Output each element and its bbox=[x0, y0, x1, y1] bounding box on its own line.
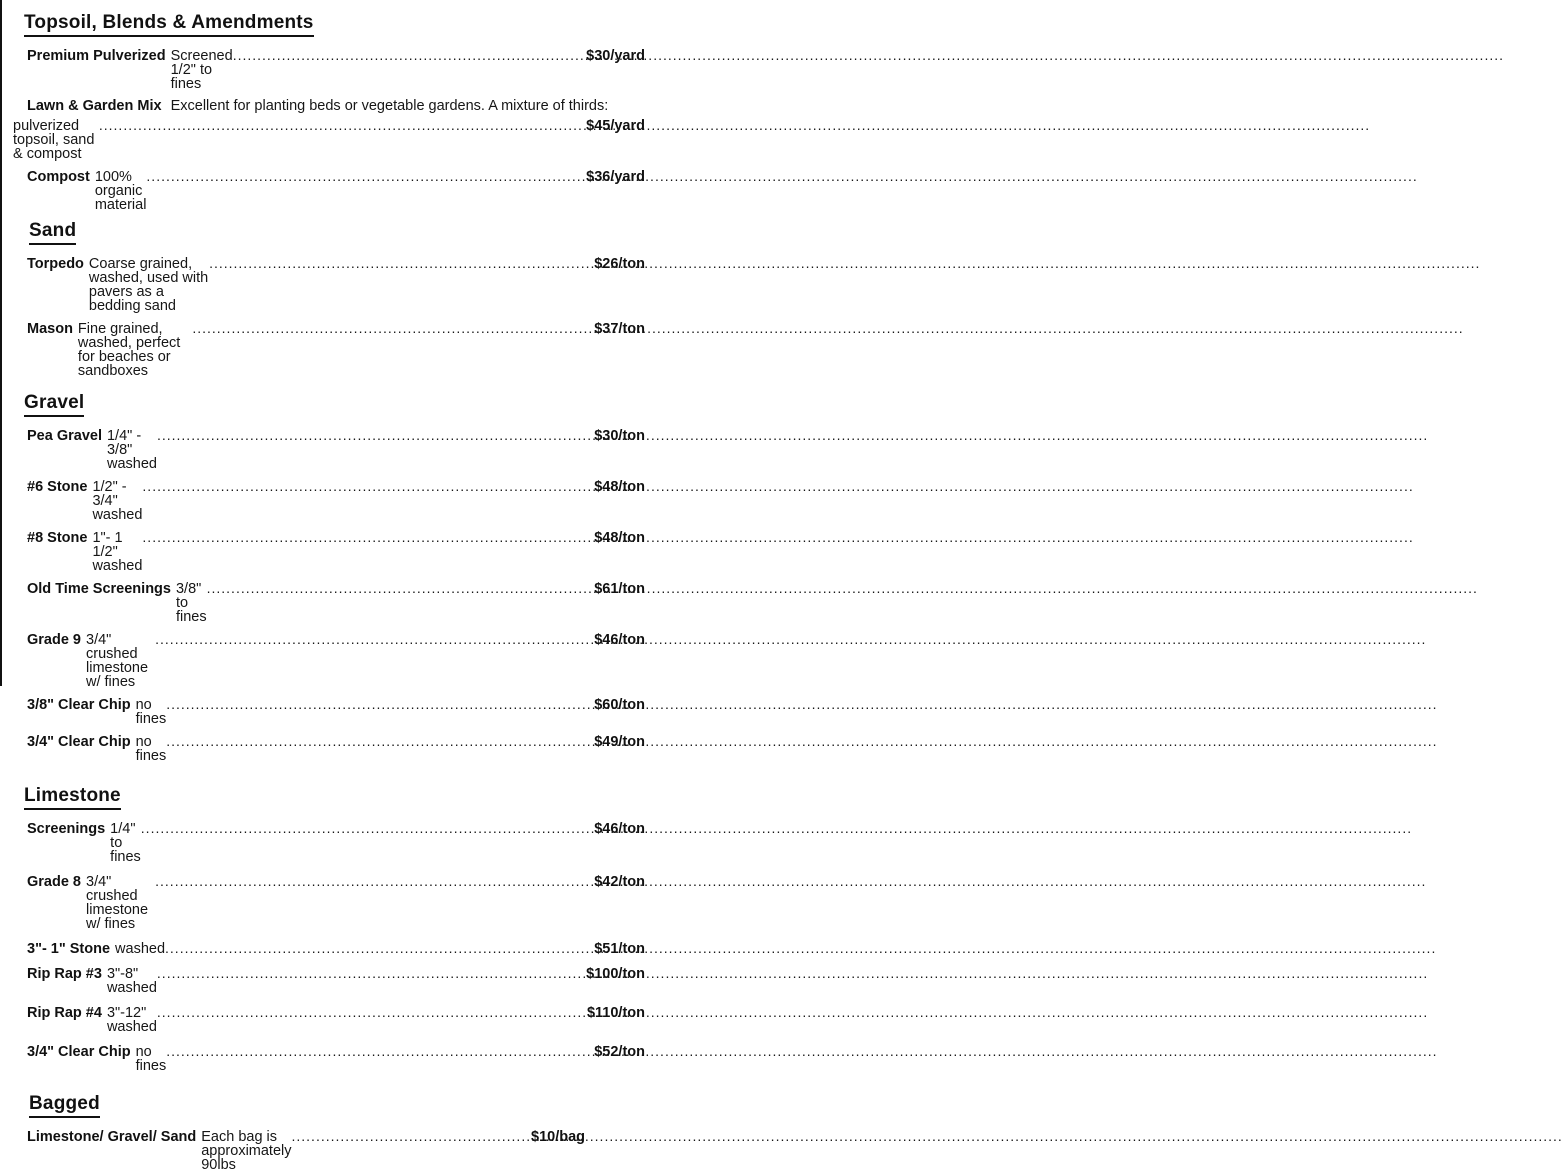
dot-leader bbox=[157, 966, 586, 981]
price-section bbox=[24, 220, 645, 378]
section-heading-text: Limestone bbox=[24, 785, 121, 810]
item-description: 3/4" crushed limestone w/ fines bbox=[86, 874, 149, 932]
item-name: #6 Stone bbox=[27, 479, 88, 495]
item-name: Limestone/ Gravel/ Sand bbox=[27, 1129, 197, 1145]
price-list-document bbox=[0, 0, 683, 1173]
item-price: $37/ton bbox=[594, 321, 645, 337]
item-price: $100/ton bbox=[586, 966, 645, 982]
dot-leader bbox=[292, 1129, 532, 1144]
price-row-continuation-line bbox=[13, 118, 645, 161]
item-name: Lawn & Garden Mix bbox=[27, 98, 162, 114]
item-name: Compost bbox=[27, 169, 90, 185]
section-items bbox=[24, 821, 645, 1073]
price-row bbox=[24, 581, 645, 624]
item-name: Rip Rap #4 bbox=[27, 1005, 102, 1021]
price-section bbox=[24, 1093, 645, 1172]
dot-leader bbox=[157, 428, 594, 443]
item-description: 1/4" - 3/8" washed bbox=[106, 428, 157, 472]
item-name: Screenings bbox=[27, 821, 106, 837]
price-list-sections bbox=[13, 12, 645, 1173]
price-row bbox=[24, 966, 645, 995]
price-row bbox=[24, 479, 645, 522]
dot-leader bbox=[146, 169, 586, 184]
price-row bbox=[24, 941, 645, 956]
item-price: $45/yard bbox=[586, 118, 645, 134]
dot-leader bbox=[207, 581, 595, 596]
dot-leader bbox=[142, 479, 594, 494]
item-price: $42/ton bbox=[594, 874, 645, 890]
dot-leader bbox=[142, 530, 594, 545]
item-name: Rip Rap #3 bbox=[27, 966, 102, 982]
dot-leader bbox=[166, 1044, 594, 1059]
item-description: 3"-12" washed bbox=[106, 1005, 157, 1035]
item-name: Grade 9 bbox=[27, 632, 81, 648]
item-price: $48/ton bbox=[594, 479, 645, 495]
section-heading-text: Sand bbox=[29, 220, 76, 245]
item-price: $30/yard bbox=[586, 48, 645, 64]
item-description: Excellent for planting beds or vegetable gardens. A mixture of thirds: bbox=[170, 98, 609, 114]
dot-leader bbox=[165, 941, 594, 956]
item-price: $110/ton bbox=[586, 1005, 645, 1021]
price-row bbox=[24, 697, 645, 726]
item-price: $46/ton bbox=[594, 821, 645, 837]
price-row bbox=[24, 1129, 585, 1172]
item-description-cont: pulverized topsoil, sand & compost bbox=[13, 118, 95, 162]
item-description: 3/8" to fines bbox=[175, 581, 207, 625]
item-description: 1/2" - 3/4" washed bbox=[92, 479, 143, 523]
item-name: Premium Pulverized bbox=[27, 48, 166, 64]
item-price: $49/ton bbox=[594, 734, 645, 750]
section-items bbox=[24, 256, 645, 378]
section-heading bbox=[24, 12, 645, 37]
section-heading-text: Bagged bbox=[29, 1093, 100, 1118]
item-description: no fines bbox=[135, 734, 167, 764]
price-row-first-line bbox=[27, 99, 645, 113]
section-heading bbox=[29, 220, 645, 245]
price-row bbox=[24, 530, 645, 573]
price-row bbox=[24, 1044, 645, 1073]
item-price: $30/ton bbox=[594, 428, 645, 444]
item-description: 3"-8" washed bbox=[106, 966, 157, 996]
dot-leader bbox=[157, 1005, 587, 1020]
item-name: Grade 8 bbox=[27, 874, 81, 890]
item-description: 1/4" to fines bbox=[110, 821, 141, 865]
item-price: $60/ton bbox=[594, 697, 645, 713]
price-section bbox=[24, 785, 645, 1073]
price-row bbox=[24, 734, 645, 763]
item-name: Pea Gravel bbox=[27, 428, 102, 444]
item-description: washed bbox=[115, 941, 166, 957]
item-name: #8 Stone bbox=[27, 530, 88, 546]
dot-leader bbox=[155, 632, 594, 647]
dot-leader bbox=[166, 697, 594, 712]
section-heading-text: Gravel bbox=[24, 392, 84, 417]
item-description: Screened 1/2" to fines bbox=[170, 48, 233, 92]
price-row bbox=[24, 321, 645, 378]
item-name: Mason bbox=[27, 321, 73, 337]
section-heading bbox=[24, 785, 645, 810]
item-name: 3/8" Clear Chip bbox=[27, 697, 131, 713]
dot-leader bbox=[166, 734, 594, 749]
item-name: 3/4" Clear Chip bbox=[27, 1044, 131, 1060]
item-description: no fines bbox=[135, 1044, 167, 1074]
item-description: Each bag is approximately 90lbs bbox=[201, 1129, 292, 1173]
item-description: 3/4" crushed limestone w/ fines bbox=[86, 632, 149, 690]
price-row bbox=[24, 1005, 645, 1034]
item-price: $51/ton bbox=[594, 941, 645, 957]
section-heading-text: Topsoil, Blends & Amendments bbox=[24, 12, 314, 37]
dot-leader bbox=[155, 874, 594, 889]
section-heading bbox=[24, 392, 645, 417]
section-items bbox=[13, 48, 645, 213]
price-row bbox=[24, 428, 645, 471]
price-row bbox=[24, 632, 645, 689]
item-price: $36/yard bbox=[586, 169, 645, 185]
item-name: Old Time Screenings bbox=[27, 581, 171, 597]
item-price: $26/ton bbox=[594, 256, 645, 272]
item-price: $48/ton bbox=[594, 530, 645, 546]
price-row bbox=[24, 169, 645, 212]
price-section bbox=[24, 392, 645, 763]
price-row bbox=[24, 821, 645, 864]
item-name: 3"- 1" Stone bbox=[27, 941, 111, 957]
item-description: no fines bbox=[135, 697, 167, 727]
price-section bbox=[13, 12, 645, 213]
item-name: Torpedo bbox=[27, 256, 84, 272]
item-price: $46/ton bbox=[594, 632, 645, 648]
price-row bbox=[13, 98, 645, 162]
item-price: $10/bag bbox=[531, 1129, 585, 1145]
dot-leader bbox=[141, 821, 594, 836]
section-items bbox=[24, 428, 645, 763]
dot-leader bbox=[209, 256, 594, 271]
item-description: 100% organic material bbox=[94, 169, 147, 213]
dot-leader bbox=[192, 321, 594, 336]
section-items bbox=[24, 1129, 645, 1172]
item-description: Fine grained, washed, perfect for beaches or sandboxes bbox=[77, 321, 181, 379]
price-row bbox=[24, 48, 645, 91]
item-description: Coarse grained, washed, used with pavers as a bedding sand bbox=[88, 256, 209, 314]
section-heading bbox=[29, 1093, 645, 1118]
item-name: 3/4" Clear Chip bbox=[27, 734, 131, 750]
dot-leader bbox=[99, 118, 586, 133]
price-row bbox=[24, 874, 645, 931]
item-price: $61/ton bbox=[594, 581, 645, 597]
price-row bbox=[24, 256, 645, 313]
item-price: $52/ton bbox=[594, 1044, 645, 1060]
item-description: 1"- 1 1/2" washed bbox=[92, 530, 143, 574]
dot-leader bbox=[233, 48, 586, 63]
